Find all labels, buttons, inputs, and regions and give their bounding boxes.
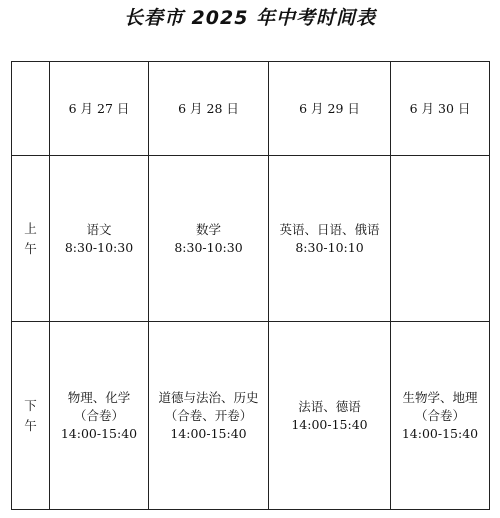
date-header: 6 月 29 日 xyxy=(269,62,391,156)
date-header: 6 月 27 日 xyxy=(50,62,149,156)
header-row xyxy=(12,62,490,156)
empty-exam-cell xyxy=(391,156,490,322)
exam-note: （合卷、开卷） xyxy=(164,407,253,423)
period-cell-afternoon xyxy=(12,322,50,510)
exam-note: （合卷） xyxy=(414,407,465,423)
exam-subject: 英语、日语、俄语 xyxy=(279,221,380,237)
exam-cell xyxy=(50,322,149,510)
exam-subject: 生物学、地理 xyxy=(402,389,478,405)
exam-time: 14:00-15:40 xyxy=(291,416,368,432)
period-cell-morning xyxy=(12,156,50,322)
date-header: 6 月 30 日 xyxy=(391,62,490,156)
exam-time: 14:00-15:40 xyxy=(170,425,247,441)
exam-subject: 法语、德语 xyxy=(298,398,361,414)
exam-subject: 数学 xyxy=(195,221,221,237)
period-label: 上 午 xyxy=(24,220,37,256)
exam-cell xyxy=(149,156,269,322)
exam-cell xyxy=(149,322,269,510)
exam-time: 8:30-10:30 xyxy=(174,239,243,255)
exam-cell xyxy=(269,322,391,510)
exam-time: 14:00-15:40 xyxy=(401,425,479,441)
date-header: 6 月 28 日 xyxy=(149,62,269,156)
exam-time: 14:00-15:40 xyxy=(60,425,138,441)
exam-note: （合卷） xyxy=(73,407,124,423)
exam-cell xyxy=(269,156,391,322)
afternoon-row xyxy=(12,322,490,510)
exam-cell xyxy=(391,322,490,510)
corner-cell xyxy=(12,62,50,156)
exam-subject: 语文 xyxy=(86,221,112,237)
exam-schedule-table xyxy=(11,61,490,510)
exam-subject: 物理、化学 xyxy=(67,389,131,405)
exam-time: 8:30-10:10 xyxy=(295,239,364,255)
morning-row xyxy=(12,156,490,322)
exam-cell xyxy=(50,156,149,322)
exam-subject: 道德与法治、历史 xyxy=(158,389,259,405)
exam-time: 8:30-10:30 xyxy=(64,239,134,255)
page-title: 长春市 2025 年中考时间表 xyxy=(123,7,377,29)
period-label: 下 午 xyxy=(24,397,37,433)
